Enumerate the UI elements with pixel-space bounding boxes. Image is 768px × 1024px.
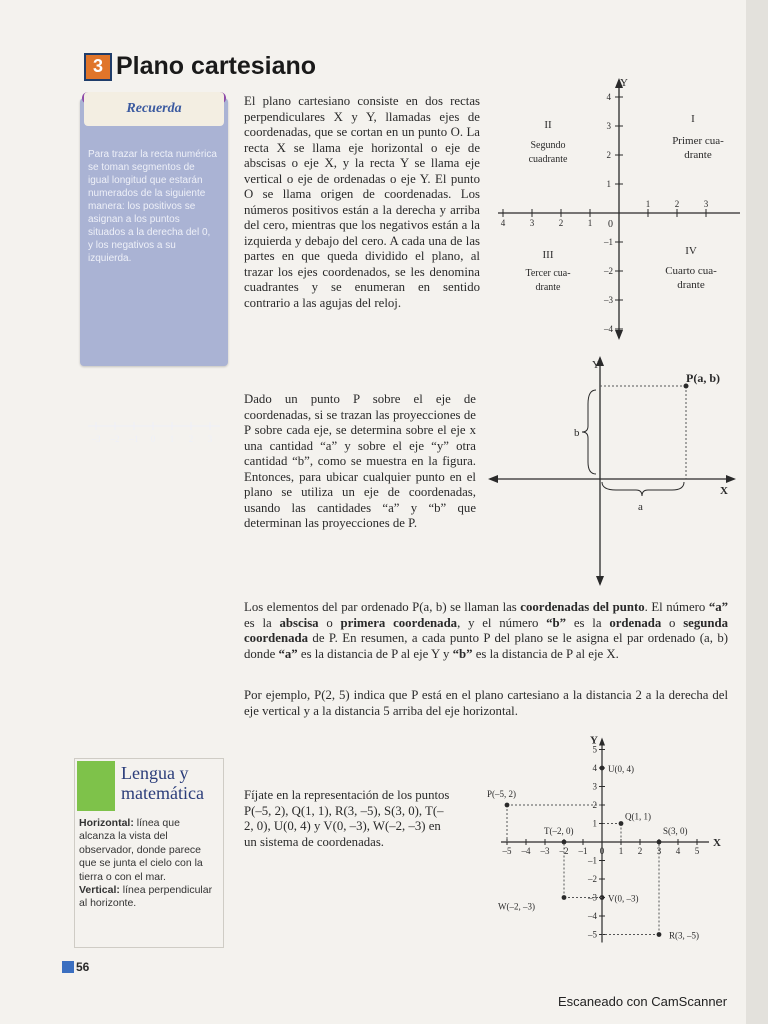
y-tick-label: –3 <box>604 295 613 305</box>
number-line <box>86 416 222 446</box>
y-tick-label: 3 <box>592 781 597 792</box>
x-tick-label: 0 <box>599 846 605 856</box>
x-tick-label: –1 <box>578 846 588 856</box>
arrow-left-icon <box>488 475 498 483</box>
page-edge <box>746 0 768 1024</box>
x-tick-label: 3 <box>656 846 662 856</box>
number-line-label: 3 <box>207 434 213 444</box>
x-tick-label: 5 <box>694 846 700 856</box>
y-tick-label: 4 <box>592 763 597 773</box>
x-tick-label: 1 <box>618 846 624 856</box>
quadrant-III-name: Tercer cua-drante <box>525 268 571 293</box>
x-tick-label: –5 <box>502 846 512 856</box>
point-p-label: P(a, b) <box>686 371 720 385</box>
x-tick-label: –2 <box>559 846 569 856</box>
number-line-label: 1 <box>169 434 175 444</box>
y-tick-label: 3 <box>606 121 611 131</box>
section-header <box>84 52 316 81</box>
quadrant-II-name: Segundo cuadrante <box>528 140 568 165</box>
x-tick-label: –3 <box>540 846 550 856</box>
point-label: Q(1, 1) <box>625 811 651 822</box>
chart-point <box>657 932 662 937</box>
point-label: V(0, –3) <box>608 893 639 904</box>
ordered-pair-paragraph: Los elementos del par ordenado P(a, b) se llaman las coordenadas del punto. El número “a” es la abscisa o primera coordenada, y el número “b” es la ordenada o segunda coordenada de P. En resumen, a cada punto P del plano se le asigna el par ordenado (a, b) donde “a” es la distancia de P al eje Y y “b” es la distancia de P al eje X. <box>244 600 729 661</box>
number-line-label: –3 <box>91 434 101 444</box>
b-label: b <box>574 427 580 439</box>
y-tick-label: 4 <box>606 92 611 102</box>
quadrant-I-name: Primer cua-drante <box>672 135 724 161</box>
quadrant-IV-name: Cuarto cua-drante <box>665 265 717 291</box>
y-tick-label: –1 <box>588 855 597 866</box>
arrow-down-icon <box>615 330 623 340</box>
y-tick-label: –5 <box>588 929 597 940</box>
page-title: Plano cartesiano <box>116 52 317 80</box>
x-tick-label: 3 <box>703 199 709 209</box>
x-tick-label: 2 <box>637 846 643 856</box>
y-tick-label: –2 <box>588 874 597 884</box>
y-tick-label: –4 <box>588 911 597 921</box>
recuerda-label: Recuerda <box>126 101 182 116</box>
recuerda-banner <box>84 92 224 126</box>
number-line-label: 2 <box>188 434 194 444</box>
y-tick-label: –1 <box>604 237 613 247</box>
point-label: P(–5, 2) <box>487 789 516 799</box>
point-label: R(3, –5) <box>669 930 699 941</box>
x-tick-label: 2 <box>558 218 564 228</box>
number-line-label: 0 <box>150 434 156 444</box>
x-axis-label: X <box>720 485 728 497</box>
point-label: T(–2, 0) <box>544 826 574 836</box>
lengua-text: Horizontal: línea que alcanza la vista del observador, donde parece que se junta el cielo con la tierra o con el mar. Vertical: línea perpendicular al horizonte. <box>79 817 213 910</box>
lengua-title: Lengua y matemática <box>121 763 204 803</box>
y-tick-label: 1 <box>592 818 597 829</box>
chart-point <box>619 821 624 826</box>
point-label: S(3, 0) <box>663 826 688 836</box>
x-tick-label: 3 <box>529 218 535 228</box>
x-tick-label: 1 <box>645 199 651 209</box>
projection-diagram <box>488 354 744 590</box>
y-tick-label: 2 <box>592 800 597 810</box>
y-tick-label: –3 <box>588 892 597 903</box>
x-tick-label: 2 <box>674 199 680 209</box>
y-tick-label: –4 <box>604 324 613 334</box>
quadrant-IV-numeral: IV <box>685 245 697 257</box>
lengua-icon <box>77 761 115 811</box>
y-axis-label: Y <box>620 77 628 89</box>
projection-paragraph: Dado un punto P sobre el eje de coordenadas, si se trazan las proyecciones de P sobre cada eje, se determina sobre el eje x una cantidad “a” y sobre el eje “y” otra cantidad “b”, como se muestra en la figura. Entonces, para ubicar cualquier punto en el plano se utiliza un eje de coordenadas, usando las cantidades “a” y “b” que determinan las proyecciones de P. <box>244 392 476 530</box>
chart-point <box>600 766 605 771</box>
chart-point <box>562 895 567 900</box>
intro-paragraph: El plano cartesiano consiste en dos rectas perpendiculares X y Y, llamadas ejes de coordenadas, que se cortan en un punto O. La recta X se llama eje horizontal o eje de abscisas o eje X, y la recta Y se llama eje vertical o eje de ordenadas o eje Y. El punto O se llama origen de coordenadas. Los números positivos están a la derecha y arriba del cero, mientras que los negativos están a la izquierda y debajo del cero. A cada una de las partes en que queda dividido el plano, al trazar los ejes coordenados, se les denomina cuadrantes y se enumeran en sentido contrario a las agujas del reloj. <box>244 94 480 310</box>
y-tick-label: 2 <box>606 150 611 160</box>
y-axis-label: Y <box>592 359 600 371</box>
arrow-right-icon <box>726 475 736 483</box>
a-label: a <box>638 501 643 513</box>
arrow-up-icon <box>599 738 605 746</box>
number-line-label: –1 <box>129 434 139 444</box>
y-tick-label: 1 <box>606 179 611 189</box>
quadrants-diagram <box>488 76 744 344</box>
lengua-box <box>74 758 224 948</box>
y-axis-label: Y <box>590 734 598 747</box>
quadrant-II-numeral: II <box>544 119 552 131</box>
recuerda-text: Para trazar la recta numérica se toman segmentos de igual longitud que estarán numerados de la siguiente manera: los positivos se asignan a los puntos situados a la derecha del 0, y los negativos a su izquierda. <box>88 149 217 264</box>
chart-point <box>657 840 662 845</box>
number-line-label: –2 <box>110 434 120 444</box>
recuerda-box <box>80 98 228 444</box>
x-tick-label: 1 <box>587 218 593 228</box>
page-number: 56 <box>62 960 89 974</box>
x-tick-label: 4 <box>675 846 681 856</box>
y-tick-label: 5 <box>592 744 597 755</box>
point-label: U(0, 4) <box>608 764 634 774</box>
origin-label: 0 <box>608 219 613 230</box>
quadrant-III-numeral: III <box>542 249 554 261</box>
coordinate-chart <box>487 728 740 946</box>
x-tick-label: –4 <box>521 846 531 856</box>
point-label: W(–2, –3) <box>498 901 535 912</box>
section-number: 3 <box>84 53 112 81</box>
example-intro-paragraph: Por ejemplo, P(2, 5) indica que P está en el plano cartesiano a la distancia 2 a la derecha del eje vertical y a la distancia 5 arriba del eje horizontal. <box>244 688 728 718</box>
chart-point <box>505 803 510 808</box>
example-paragraph: Fíjate en la representación de los puntos P(–5, 2), Q(1, 1), R(3, –5), S(3, 0), T(–2, 0), U(0, 4) y V(0, –3), W(–2, –3) en un sistema de coordenadas. <box>244 788 450 849</box>
brace-a <box>602 482 684 496</box>
scan-watermark: Escaneado con CamScanner <box>558 994 728 1009</box>
brace-b <box>582 390 596 474</box>
x-axis-label: X <box>713 837 721 849</box>
x-tick-label: 4 <box>500 218 506 228</box>
y-tick-label: –2 <box>604 266 613 276</box>
arrow-down-icon <box>596 576 604 586</box>
quadrant-I-numeral: I <box>691 113 695 125</box>
